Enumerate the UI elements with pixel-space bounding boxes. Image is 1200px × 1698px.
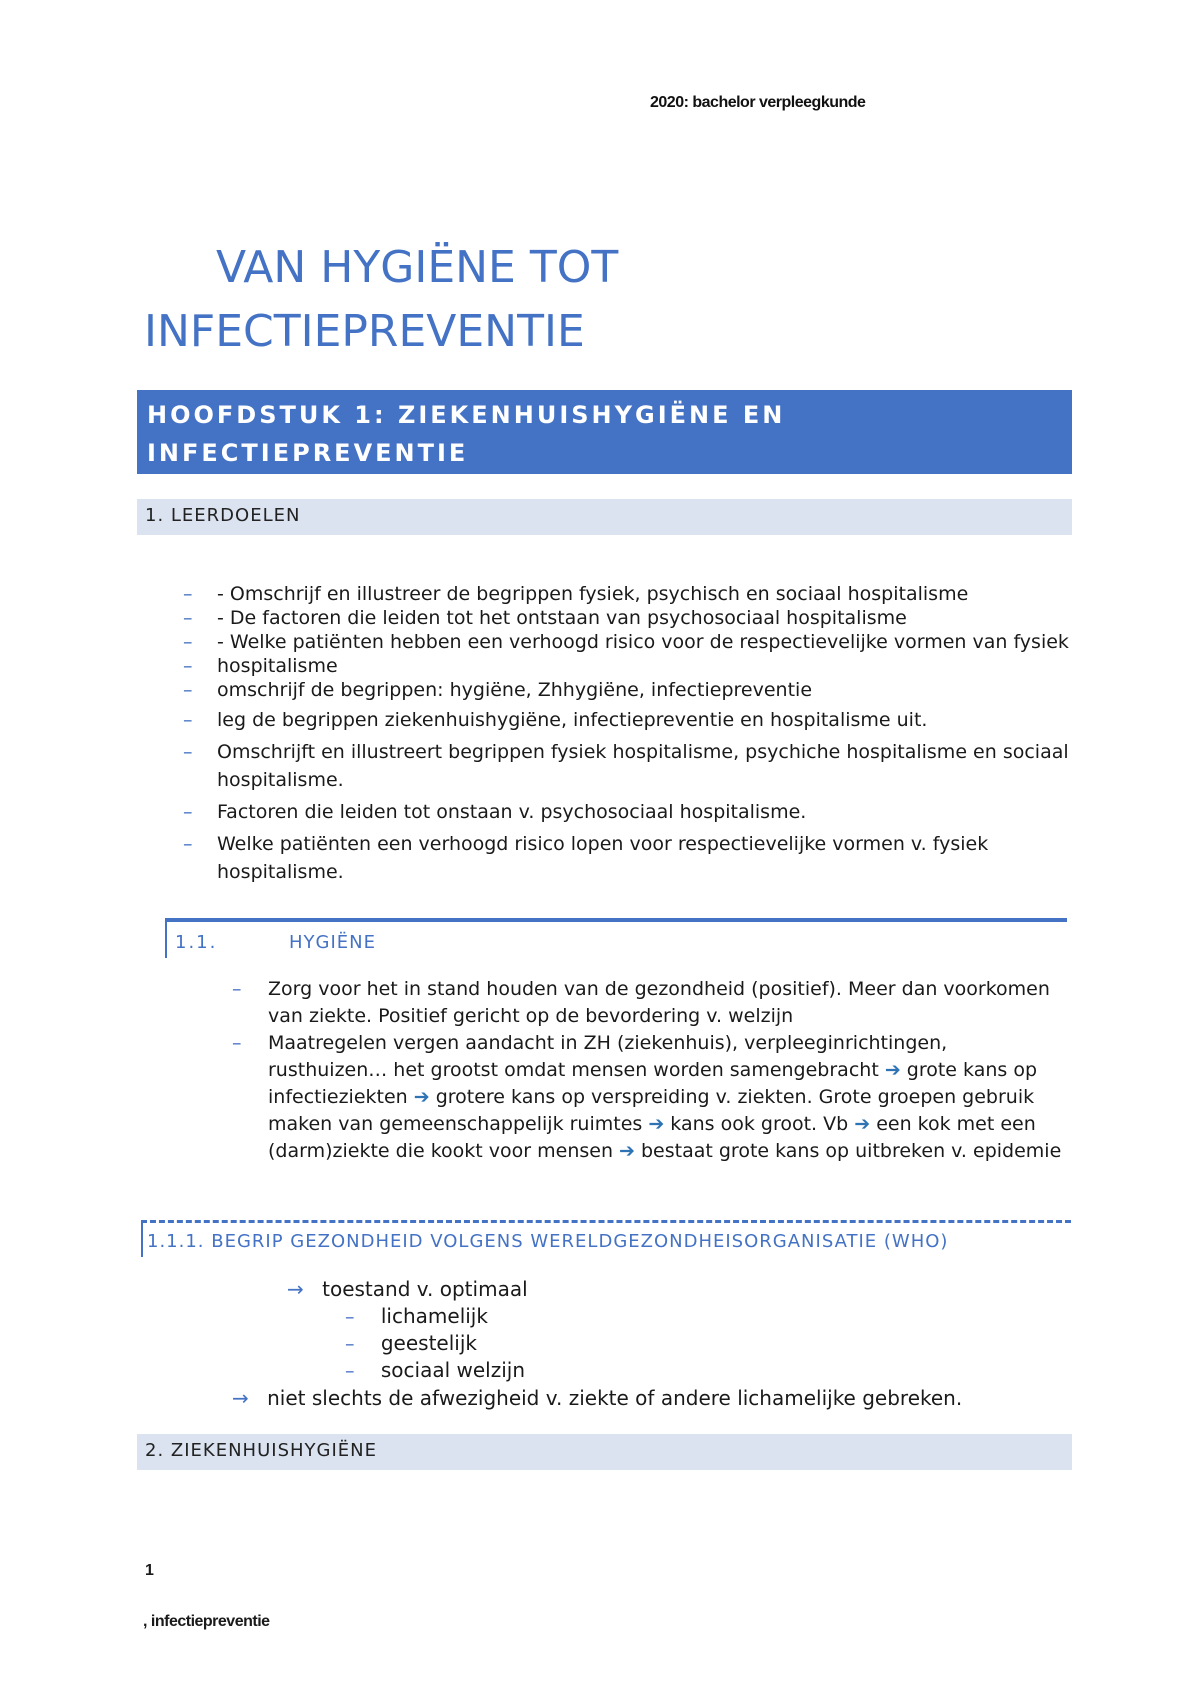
list-item: – hospitalisme (183, 655, 338, 677)
list-item: – geestelijk (345, 1331, 477, 1355)
dash-bullet: – (183, 583, 193, 605)
section-heading-ziekenhuishygiene: 2. ZIEKENHUISHYGIËNE (145, 1440, 377, 1461)
chapter-heading-bar (137, 390, 1072, 474)
dash-bullet: – (345, 1306, 355, 1328)
list-item: – - Welke patiënten hebben een verhoogd risico voor de respectievelijke vormen van fysiek (183, 631, 1069, 653)
list-item: – Factoren die leiden tot onstaan v. psychosociaal hospitalisme. (183, 798, 1073, 826)
arrow-icon: → (232, 1386, 249, 1410)
dash-bullet: – (183, 741, 193, 763)
subsection-title: 1.1.1. BEGRIP GEZONDHEID VOLGENS WERELDGEZONDHEISORGANISATIE (WHO) (147, 1231, 949, 1252)
dash-bullet: – (183, 607, 193, 629)
list-item: – sociaal welzijn (345, 1358, 525, 1382)
dash-bullet: – (183, 709, 193, 731)
dash-bullet: – (183, 679, 193, 701)
dash-bullet: – (232, 978, 242, 1000)
dash-bullet: – (183, 655, 193, 677)
chapter-heading: HOOFDSTUK 1: ZIEKENHUISHYGIËNE EN INFECTIEPREVENTIE (147, 401, 786, 467)
dash-bullet: – (183, 631, 193, 653)
subsection-heading-hygiene (165, 918, 1067, 958)
list-item: – - Omschrijf en illustreer de begrippen fysiek, psychisch en sociaal hospitalisme (183, 583, 969, 605)
document-title-line-2: INFECTIEPREVENTIE (144, 306, 585, 357)
list-item: – Zorg voor het in stand houden van de gezondheid (positief). Meer dan voorkomen van ziekte. Positief gericht op de bevordering v. welzijn (232, 978, 1050, 1027)
dash-bullet: – (232, 1032, 242, 1054)
list-item: – - De factoren die leiden tot het ontstaan van psychosociaal hospitalisme (183, 607, 907, 629)
hygiene-list (232, 976, 1072, 1165)
arrow-icon: ➔ (854, 1113, 871, 1135)
subsection-number: 1.1. (175, 932, 218, 953)
dash-bullet: – (183, 833, 193, 855)
list-item: – omschrijf de begrippen: hygiëne, Zhhygiëne, infectiepreventie (183, 679, 813, 701)
list-item: – leg de begrippen ziekenhuishygiëne, infectiepreventie en hospitalisme uit. (183, 706, 1073, 734)
section-heading-bar-ziekenhuishygiene (137, 1434, 1072, 1470)
learning-goals-list (183, 582, 1073, 886)
footer-text: , infectiepreventie (143, 1613, 270, 1630)
header-course-label: 2020: bachelor verpleegkunde (650, 94, 866, 111)
page-number: 1 (145, 1562, 154, 1579)
list-item: – lichamelijk (345, 1304, 488, 1328)
list-item: – Maatregelen vergen aandacht in ZH (ziekenhuis), verpleeginrichtingen, rusthuizen… het grootst omdat mensen worden samengebracht ➔ grote kans op infectieziekten ➔ grotere kans op verspreiding v. ziekten. Grote groepen gebruik maken van gemeenschappelijk ruimtes ➔ kans ook groot. Vb ➔ een kok met een (darm)ziekte die kookt voor mensen ➔ bestaat grote kans op uitbreken v. epidemie (232, 1032, 1062, 1162)
subsection-title: HYGIËNE (289, 932, 376, 953)
list-item: – Omschrijft en illustreert begrippen fysiek hospitalisme, psychiche hospitalisme en sociaal hospitalisme. (183, 738, 1073, 794)
section-heading-bar-leerdoelen (137, 499, 1072, 535)
document-title-line-1: VAN HYGIËNE TOT (216, 242, 619, 293)
dash-bullet: – (345, 1360, 355, 1382)
who-line-2: → niet slechts de afwezigheid v. ziekte of andere lichamelijke gebreken. (232, 1386, 963, 1410)
arrow-icon: ➔ (884, 1059, 901, 1081)
section-heading-leerdoelen: 1. LEERDOELEN (145, 505, 301, 526)
list-item: – Welke patiënten een verhoogd risico lopen voor respectievelijke vormen v. fysiek hospitalisme. (183, 830, 1073, 886)
dash-bullet: – (345, 1333, 355, 1355)
subsection-heading-who (141, 1220, 1071, 1257)
arrow-icon: ➔ (413, 1086, 430, 1108)
dash-bullet: – (183, 801, 193, 823)
arrow-icon: ➔ (619, 1140, 635, 1162)
who-line-1: → toestand v. optimaal (287, 1277, 528, 1301)
arrow-icon: → (287, 1277, 304, 1301)
arrow-icon: ➔ (648, 1113, 665, 1135)
